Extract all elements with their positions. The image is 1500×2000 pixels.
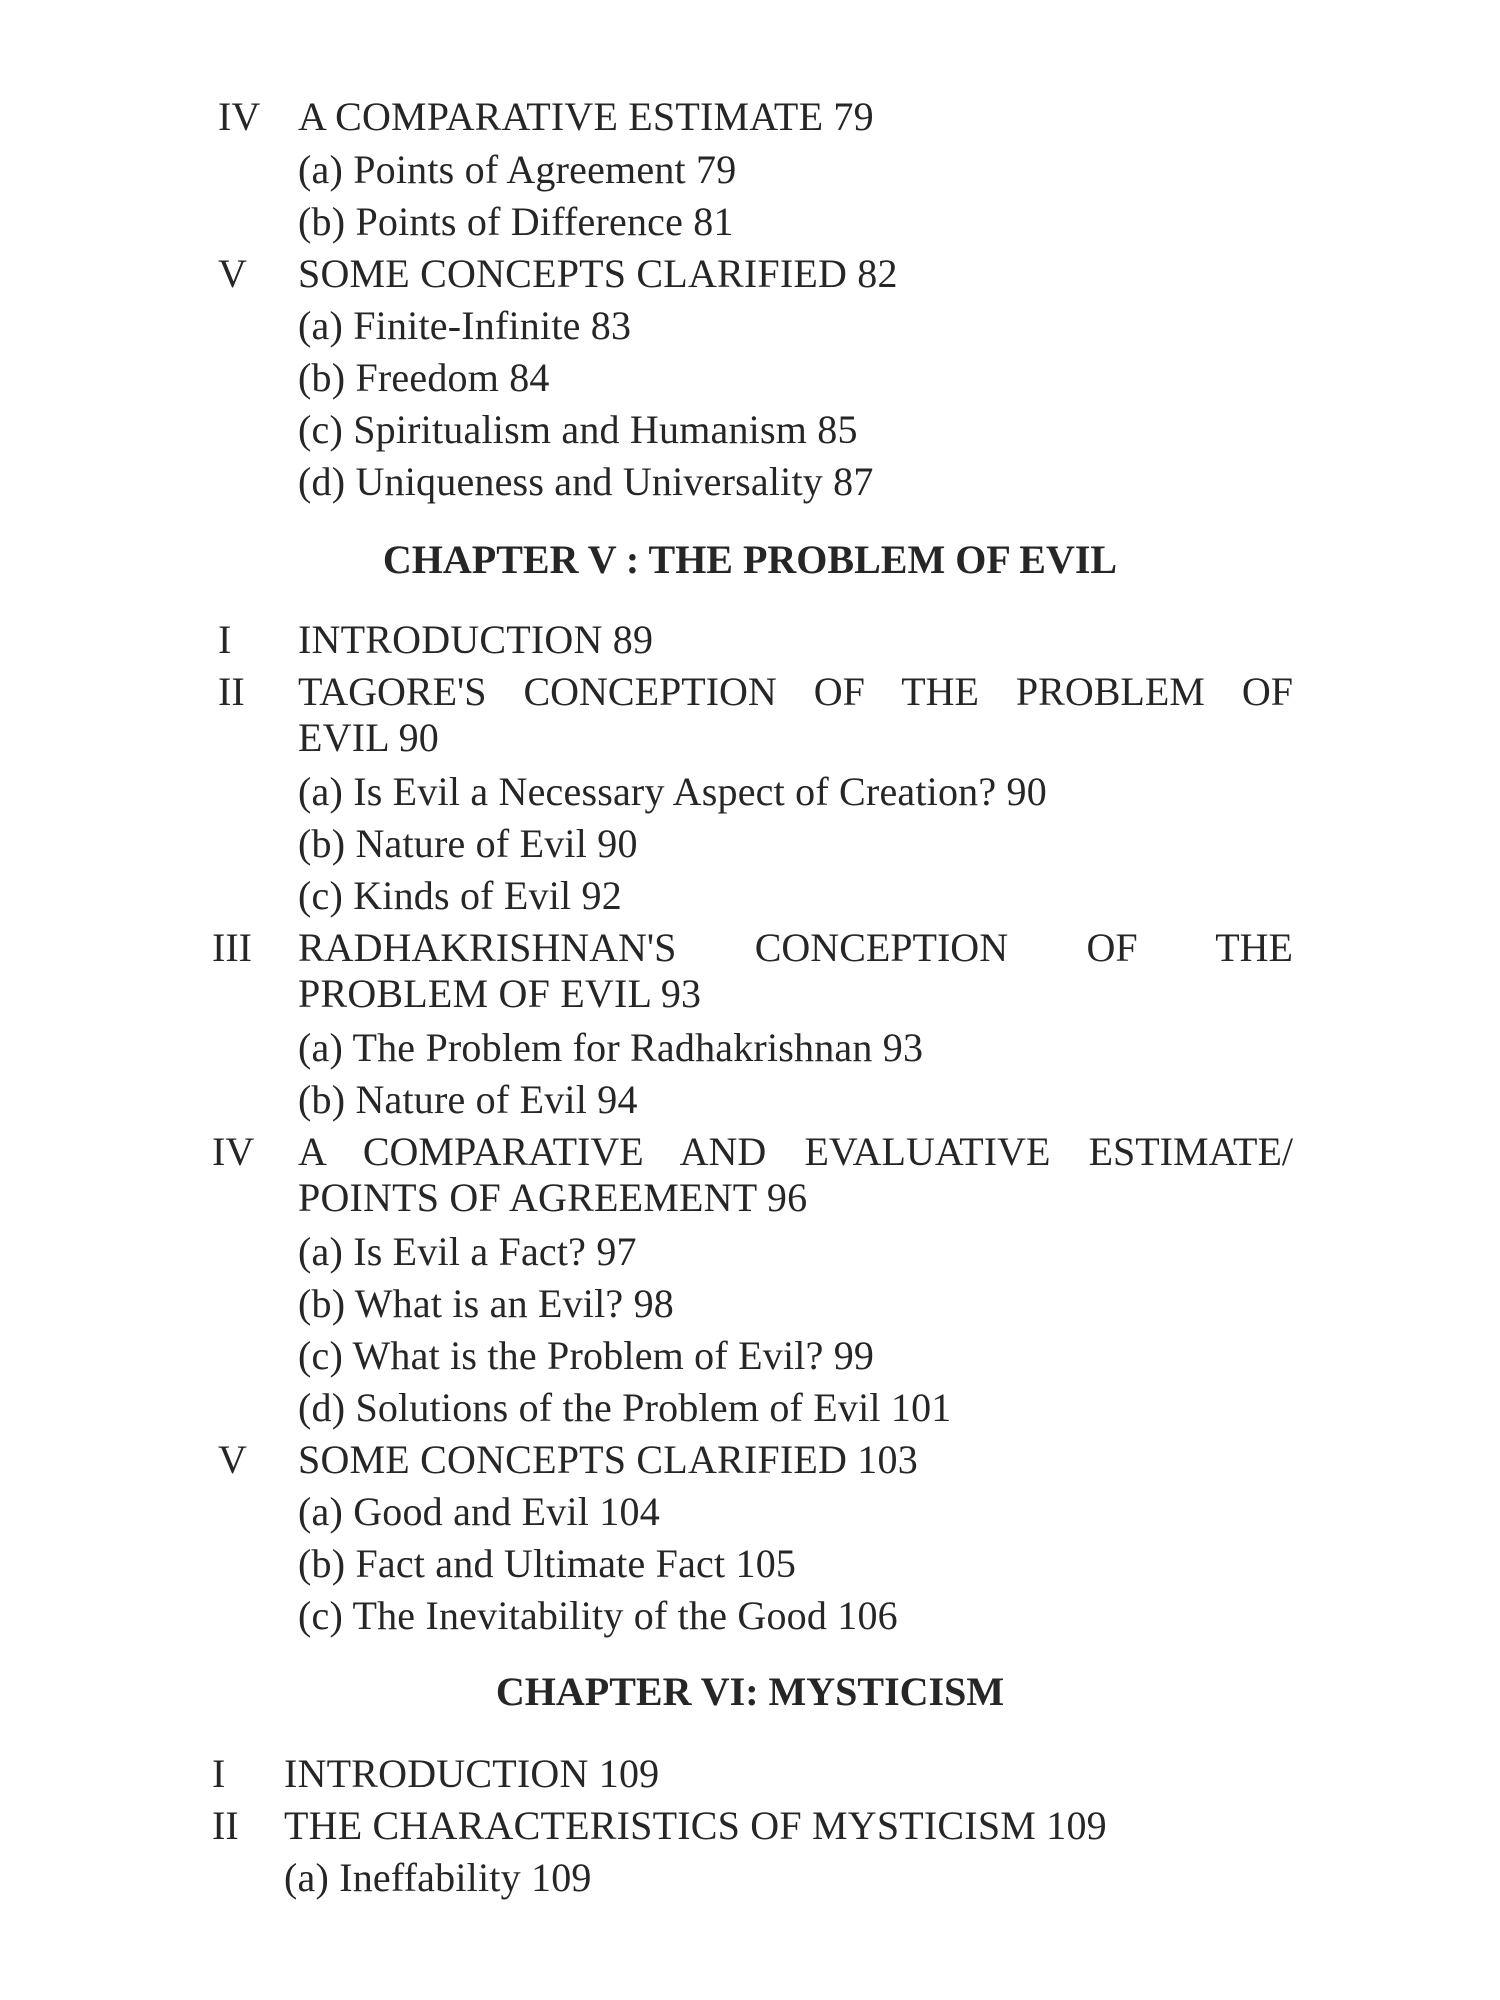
chapter-heading: CHAPTER V : THE PROBLEM OF EVIL <box>382 537 1118 582</box>
section-number: I <box>218 617 232 662</box>
subsection-item: (c) Kinds of Evil 92 <box>298 873 622 918</box>
subsection-item: (a) Finite-Infinite 83 <box>298 303 632 348</box>
section-number: V <box>218 1437 247 1482</box>
section-title: THE CHARACTERISTICS OF MYSTICISM 109 <box>284 1803 1107 1848</box>
section-title: TAGORE'S CONCEPTION OF THE PROBLEM OF <box>298 669 1293 714</box>
section-number: II <box>218 669 245 714</box>
subsection-item: (b) Points of Difference 81 <box>298 199 734 244</box>
section-number: II <box>212 1803 239 1848</box>
subsection-item: (a) The Problem for Radhakrishnan 93 <box>298 1025 924 1070</box>
subsection-item: (d) Solutions of the Problem of Evil 101 <box>298 1385 952 1430</box>
subsection-item: (b) Nature of Evil 94 <box>298 1077 638 1122</box>
chapter-heading: CHAPTER VI: MYSTICISM <box>495 1669 1005 1714</box>
section-number: IV <box>212 1129 255 1174</box>
subsection-item: (c) The Inevitability of the Good 106 <box>298 1593 898 1638</box>
subsection-item: (b) What is an Evil? 98 <box>298 1281 674 1326</box>
section-title-continued: EVIL 90 <box>298 715 439 760</box>
section-title: SOME CONCEPTS CLARIFIED 82 <box>298 251 898 296</box>
section-title: INTRODUCTION 89 <box>298 617 654 662</box>
section-title: RADHAKRISHNAN'S CONCEPTION OF THE <box>298 925 1293 970</box>
section-title: SOME CONCEPTS CLARIFIED 103 <box>298 1437 918 1482</box>
subsection-item: (c) What is the Problem of Evil? 99 <box>298 1333 875 1378</box>
subsection-item: (a) Good and Evil 104 <box>298 1489 660 1534</box>
subsection-item: (a) Is Evil a Fact? 97 <box>298 1229 637 1274</box>
section-title: A COMPARATIVE AND EVALUATIVE ESTIMATE/ <box>298 1129 1293 1174</box>
section-number: IV <box>218 94 261 139</box>
subsection-item: (b) Freedom 84 <box>298 355 550 400</box>
section-title-continued: PROBLEM OF EVIL 93 <box>298 971 702 1016</box>
section-number: I <box>212 1751 226 1796</box>
section-title: INTRODUCTION 109 <box>284 1751 660 1796</box>
subsection-item: (b) Nature of Evil 90 <box>298 821 638 866</box>
subsection-item: (a) Is Evil a Necessary Aspect of Creation? 90 <box>298 769 1047 814</box>
subsection-item: (a) Ineffability 109 <box>284 1855 592 1900</box>
subsection-item: (d) Uniqueness and Universality 87 <box>298 459 874 504</box>
section-number: III <box>212 925 252 970</box>
section-number: V <box>218 251 247 296</box>
section-title: A COMPARATIVE ESTIMATE 79 <box>298 94 874 139</box>
section-title-continued: POINTS OF AGREEMENT 96 <box>298 1175 808 1220</box>
subsection-item: (c) Spiritualism and Humanism 85 <box>298 407 858 452</box>
subsection-item: (b) Fact and Ultimate Fact 105 <box>298 1541 797 1586</box>
subsection-item: (a) Points of Agreement 79 <box>298 147 737 192</box>
